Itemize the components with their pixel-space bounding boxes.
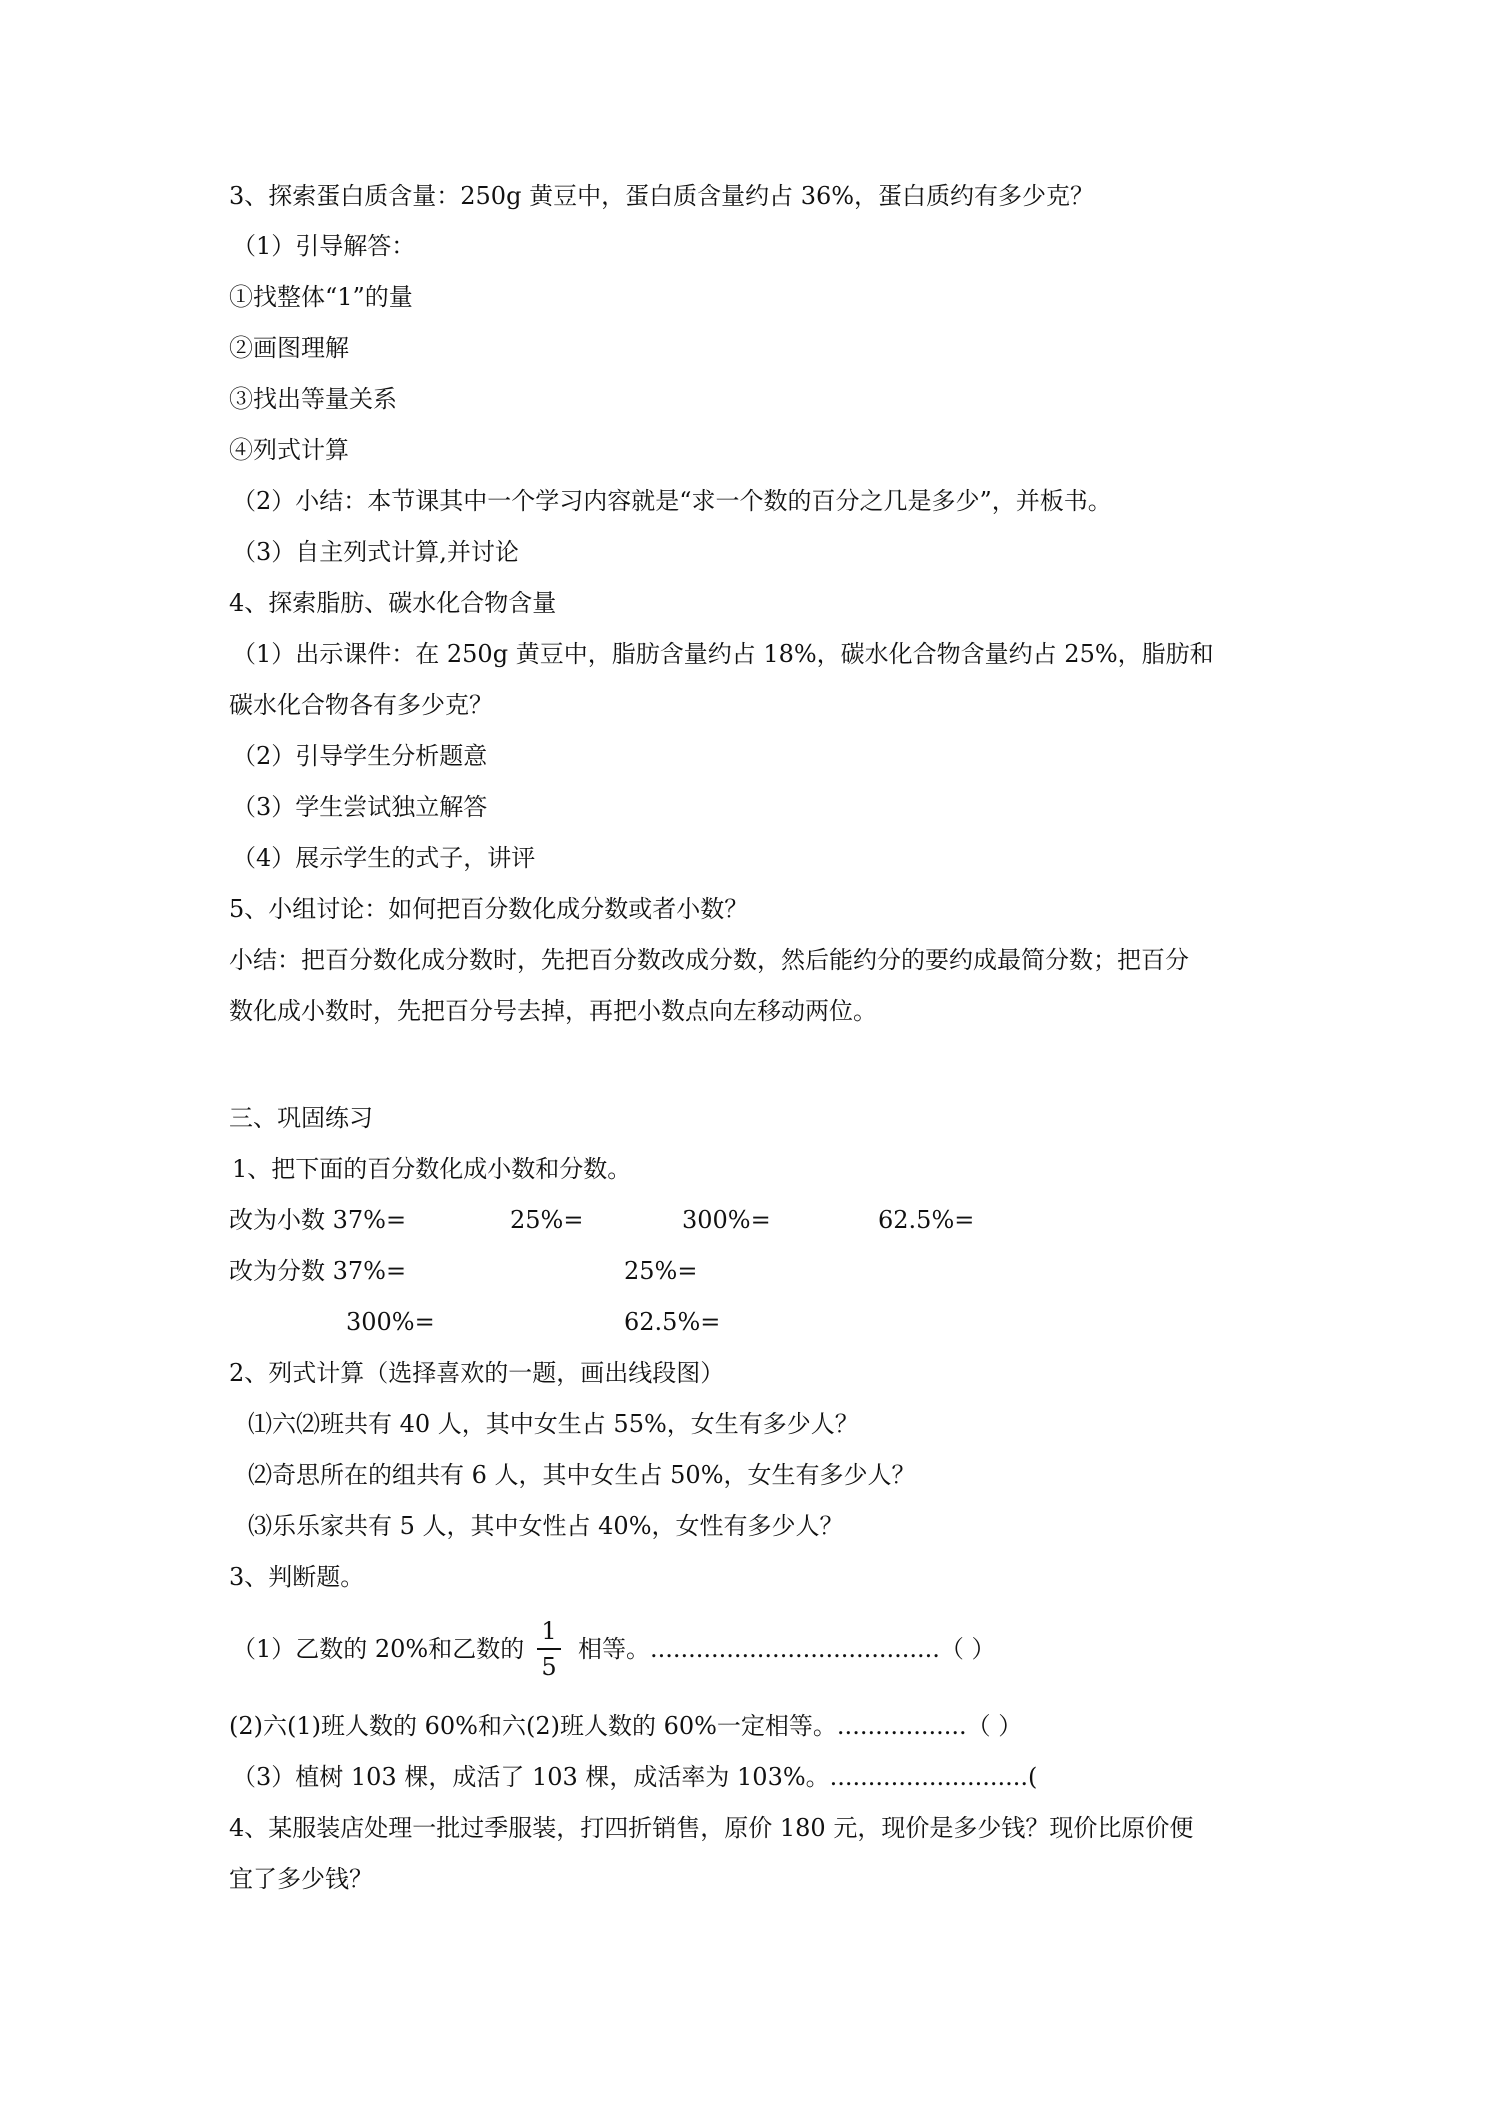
- fraction-numerator: 1: [541, 1617, 557, 1645]
- q1-decimal-62-5: 62.5%=: [878, 1206, 975, 1234]
- section-4-step-3: （3）学生尝试独立解答: [232, 793, 488, 821]
- fraction-one-fifth: [537, 1616, 561, 1682]
- q1-decimal-300: 300%=: [682, 1206, 771, 1234]
- section-3-item-1: ①找整体“1”的量: [229, 283, 413, 311]
- section-3-item-2: ②画图理解: [229, 334, 349, 362]
- practice-q3-c: （3）植树 103 棵，成活了 103 棵，成活率为 103%。..........................(: [232, 1763, 1038, 1791]
- section-3-item-4: ④列式计算: [229, 436, 349, 464]
- q1-decimal-25: 25%=: [510, 1206, 584, 1234]
- practice-q2-title: 2、列式计算（选择喜欢的一题，画出线段图）: [229, 1359, 725, 1387]
- fraction-bar: [537, 1648, 561, 1650]
- q1-decimal-label: 改为小数 37%=: [229, 1206, 407, 1234]
- q1-fraction-300: 300%=: [346, 1308, 435, 1336]
- practice-q2-a: ⑴六⑵班共有 40 人，其中女生占 55%，女生有多少人？: [248, 1410, 859, 1438]
- practice-q1-title: 1、把下面的百分数化成小数和分数。: [232, 1155, 632, 1183]
- section-4-title: 4、探索脂肪、碳水化合物含量: [229, 589, 557, 617]
- section-5-title: 5、小组讨论：如何把百分数化成分数或者小数？: [229, 895, 749, 923]
- section-5-summary-1: 小结：把百分数化成分数时，先把百分数改成分数，然后能约分的要约成最简分数；把百分: [229, 946, 1189, 974]
- practice-q3-title: 3、判断题。: [229, 1563, 365, 1591]
- practice-q3-a-suffix: 相等。......................................（ ）: [578, 1635, 996, 1663]
- practice-heading: 三、巩固练习: [229, 1104, 373, 1132]
- section-3-item-3: ③找出等量关系: [229, 385, 397, 413]
- section-3-step-1: （1）引导解答：: [232, 232, 416, 260]
- practice-q3-a-prefix: （1）乙数的 20%和乙数的: [232, 1635, 525, 1663]
- section-4-step-1b: 碳水化合物各有多少克？: [229, 691, 493, 719]
- section-3-summary: （2）小结：本节课其中一个学习内容就是“求一个数的百分之几是多少”，并板书。: [232, 487, 1112, 515]
- q1-fraction-25: 25%=: [624, 1257, 698, 1285]
- fraction-denominator: 5: [541, 1653, 557, 1681]
- practice-q2-c: ⑶乐乐家共有 5 人，其中女性占 40%，女性有多少人？: [248, 1512, 844, 1540]
- section-4-step-2: （2）引导学生分析题意: [232, 742, 488, 770]
- section-4-step-4: （4）展示学生的式子，讲评: [232, 844, 536, 872]
- practice-q4-line-1: 4、某服装店处理一批过季服装，打四折销售，原价 180 元，现价是多少钱？现价比原价便: [229, 1814, 1194, 1842]
- section-4-step-1a: （1）出示课件：在 250g 黄豆中，脂肪含量约占 18%，碳水化合物含量约占 25%，脂肪和: [232, 640, 1214, 668]
- section-3-discussion: （3）自主列式计算,并讨论: [232, 538, 519, 566]
- practice-q4-line-2: 宜了多少钱？: [229, 1865, 373, 1893]
- section-3-title: 3、探索蛋白质含量：250g 黄豆中，蛋白质含量约占 36%，蛋白质约有多少克？: [229, 182, 1095, 210]
- practice-q2-b: ⑵奇思所在的组共有 6 人，其中女生占 50%，女生有多少人？: [248, 1461, 916, 1489]
- practice-q3-b: (2)六(1)班人数的 60%和六(2)班人数的 60%一定相等。.................（ ）: [229, 1712, 1023, 1740]
- section-5-summary-2: 数化成小数时，先把百分号去掉，再把小数点向左移动两位。: [229, 997, 877, 1025]
- q1-fraction-label: 改为分数 37%=: [229, 1257, 407, 1285]
- q1-fraction-62-5: 62.5%=: [624, 1308, 721, 1336]
